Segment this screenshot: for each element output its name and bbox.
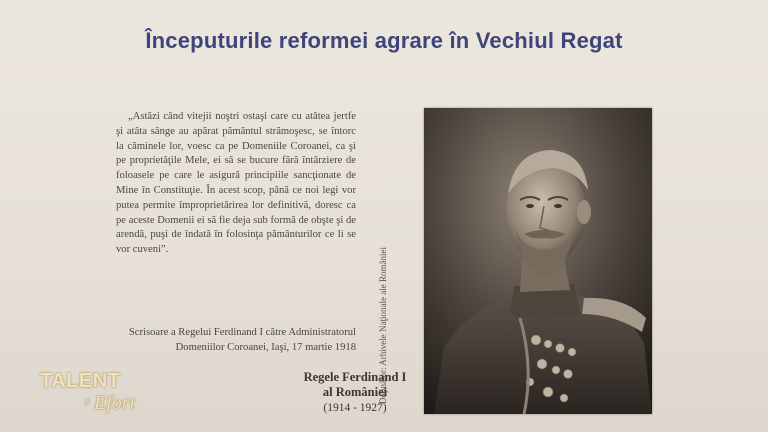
quote-text: „Astăzi când vitejii noştri ostaşi care cu atâtea jertfe şi atâta sânge au apărat pământul strămoşesc, se întorc la căminele lor, voesc ca pe Domeniile Coroanei, ca şi pe proprietăţile Mele, ei să se bucure fără întârziere de foloasele pe care le asigură principiile sancţionate de Mine în Constituţie. În acest scop, până ce noi legi vor putea permite împroprietărirea lor definitivă, doresc ca pe aceste Domenii ei să fie deja sub formă de obşte şi de arendă, puşi de îndată în folosinţa pământurilor ce li se vor cuveni”. <box>116 111 356 256</box>
talent-si-efort-logo <box>38 368 178 424</box>
quote-source: Scrisoare a Regelui Ferdinand I către Administratorul Domeniilor Coroanei, Iaşi, 17 martie 1918 <box>128 327 356 353</box>
photo-credit-text: Deţinător: Arhivele Naţionale ale României <box>378 247 388 404</box>
logo-efort-text: Efort <box>94 392 136 414</box>
portrait-image <box>424 108 652 414</box>
page-title: Începuturile reformei agrare în Vechiul Regat <box>145 28 623 53</box>
portrait-caption <box>292 370 418 416</box>
caption-name-line1: Regele Ferdinand I <box>303 370 407 384</box>
king-portrait <box>424 108 652 414</box>
logo-si-text: şi <box>84 396 91 406</box>
caption-years: (1914 - 1927) <box>323 402 387 414</box>
photo-credit <box>360 118 424 404</box>
caption-name-line2: al României <box>322 385 388 399</box>
logo-talent-text: TALENT <box>40 370 121 392</box>
royal-quote <box>116 110 356 258</box>
